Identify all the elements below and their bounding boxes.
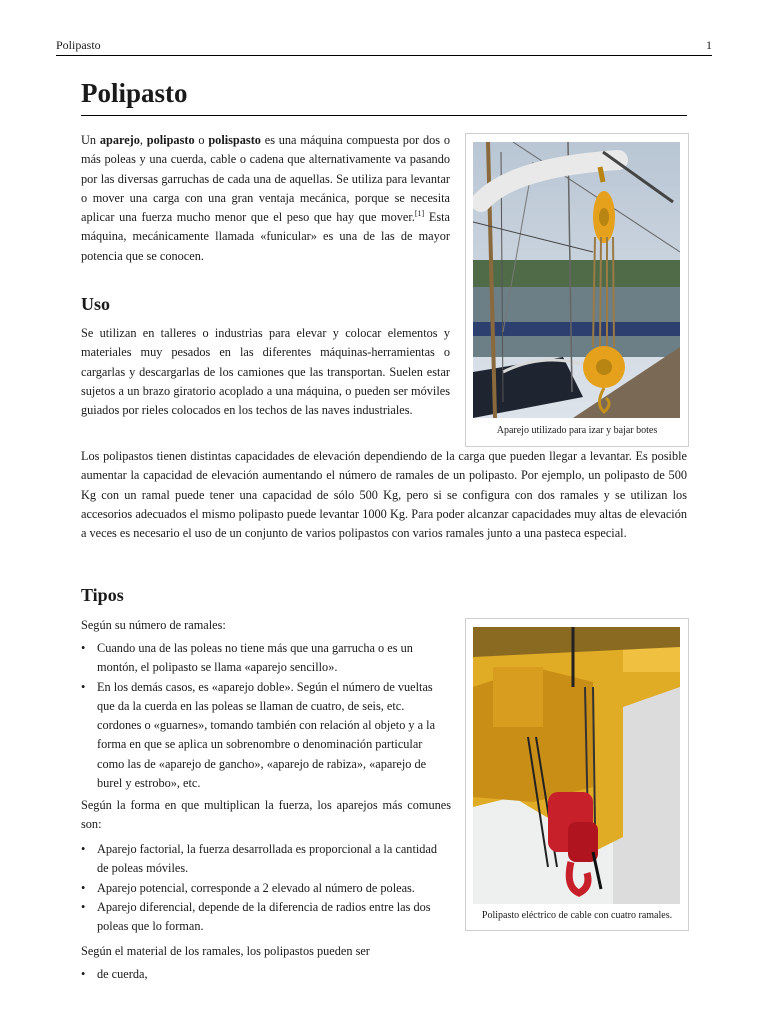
term-aparejo: aparejo — [99, 133, 140, 147]
running-title: Polipasto — [56, 38, 101, 52]
tipos-list-1 — [81, 639, 449, 793]
page-number: 1 — [706, 38, 712, 52]
section-heading-tipos: Tipos — [81, 585, 124, 605]
tipos-list-3 — [81, 965, 449, 984]
tipos-intro-1: Según su número de ramales: — [81, 618, 226, 632]
figure-electric-hoist-caption: Polipasto eléctrico de cable con cuatro ramales. — [481, 910, 673, 921]
section-heading-uso: Uso — [81, 294, 111, 314]
intro-paragraph: Un aparejo, polipasto o polispasto es una máquina compuesta por dos o más poleas y una cuerda, cable o cadena que alternativamente va pasando por las diversas garruchas de cada una de aquellas. Se utiliza para levantar o mover una carga con una gran ventaja mecánica, porque se necesita aplicar una fuerza mucho menor que el peso que hay que mover.[1] Esta máquina, mecánicamente llamada «funicular» es una de las de mayor potencia que se conocen. — [81, 133, 450, 263]
page-title: Polipasto — [81, 78, 687, 116]
figure-electric-hoist — [465, 618, 689, 931]
tipos-intro-3: Según el material de los ramales, los polipastos pueden ser — [81, 944, 370, 958]
reference-link[interactable]: [1] — [414, 209, 425, 219]
list-item: • Aparejo potencial, corresponde a 2 elevado al número de poleas. — [81, 879, 449, 898]
tipos-intro-2: Según la forma en que multiplican la fuerza, los aparejos más comunes son: — [81, 798, 451, 832]
figure-boat-hoist-caption: Aparejo utilizado para izar y bajar botes — [496, 425, 658, 436]
list-item: • Aparejo factorial, la fuerza desarrollada es proporcional a la cantidad de poleas móviles. — [81, 840, 449, 879]
list-item: • de cuerda, — [81, 965, 449, 984]
running-header — [56, 38, 712, 56]
list-item: • Cuando una de las poleas no tiene más que una garrucha o es un montón, el polipasto se llama «aparejo sencillo». — [81, 639, 449, 678]
electric-hoist-photo — [473, 627, 680, 904]
tipos-list-2 — [81, 840, 449, 936]
list-item: • Aparejo diferencial, depende de la diferencia de radios entre las dos poleas que lo forman. — [81, 898, 449, 937]
list-item: • En los demás casos, es «aparejo doble». Según el número de vueltas que da la cuerda en las poleas se llaman de cuatro, de seis, etc. cordones o «guarnes», tomando también con relación al objeto y a la forma en que se aplica un sobrenombre o denominación particular como las de «aparejo de gancho», «aparejo de rabiza», «aparejo de burel y estrobo», etc. — [81, 678, 449, 794]
boat-hoist-photo — [473, 142, 680, 418]
uso-paragraph-2: Los polipastos tienen distintas capacidades de elevación dependiendo de la carga que pueden llegar a levantar. Es posible aumentar la capacidad de elevación aumentando el número de ramales de un polipasto. Por ejemplo, un polipasto de 500 Kg con un ramal puede tener una capacidad de sólo 500 Kg, pero si se configura con dos ramales y se utilizan los accesorios adecuados el mismo polipasto puede levantar 1000 Kg. Para poder alcanzar capacidades muy altas de elevación a veces es necesario el uso de un conjunto de varios polipastos con varios ramales junto a una pasteca especial. — [81, 449, 687, 541]
figure-boat-hoist — [465, 133, 689, 447]
uso-paragraph-1: Se utilizan en talleres o industrias para elevar y colocar elementos y materiales muy pesados en las diferentes máquinas-herramientas o cargarlas y descargarlas de los camiones que las transportan. Suelen estar sujetos a un brazo giratorio acoplado a una máquina, o pueden ser móviles guiados por rieles colocados en los techos de las naves industriales. — [81, 326, 450, 418]
term-polipasto: polipasto — [146, 133, 195, 147]
term-polispasto: polispasto — [208, 133, 261, 147]
